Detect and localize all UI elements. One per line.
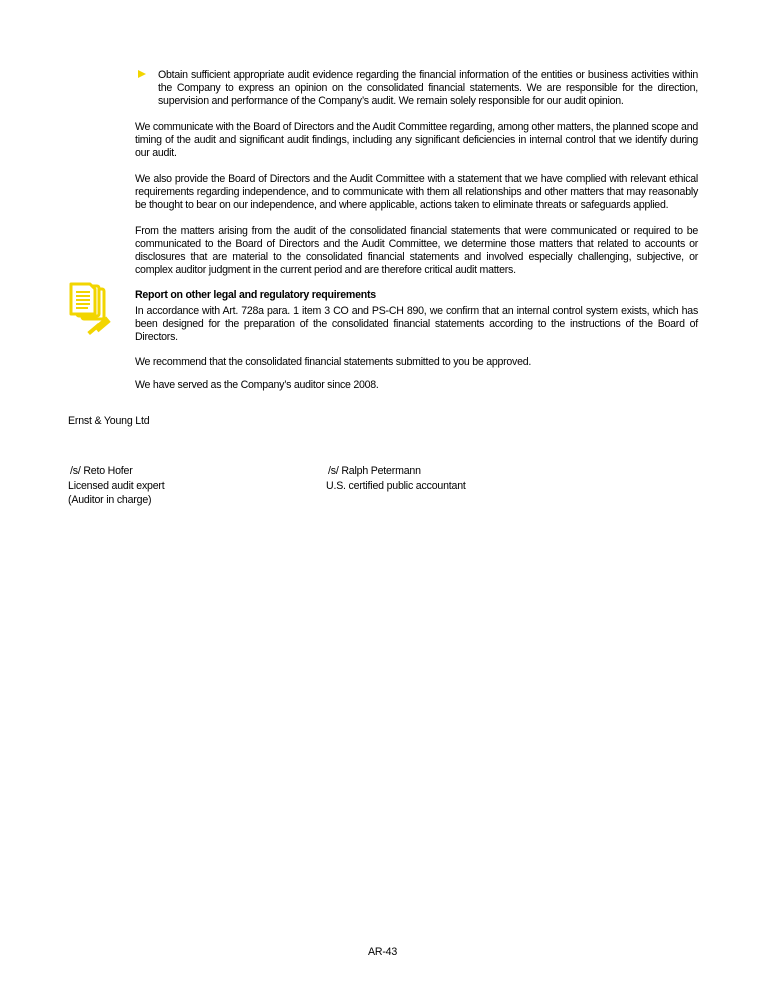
paragraph-communication: We communicate with the Board of Directors and the Audit Committee regarding, among other matters, the planned scope and timing of the audit and significant audit findings, including any significant deficiencies in internal control that we identify during our audit. (135, 121, 698, 159)
bullet-triangle-icon (138, 70, 146, 78)
section-heading: Report on other legal and regulatory requirements (135, 289, 376, 301)
documents-gavel-icon (68, 281, 114, 346)
paragraph-internal-control: In accordance with Art. 728a para. 1 item 3 CO and PS-CH 890, we confirm that an internal control system exists, which has been designed for the preparation of the consolidated financial statements according to the instructions of the Board of Directors. (135, 305, 698, 343)
signature-1: /s/ Reto Hofer (70, 465, 133, 477)
bullet-text: Obtain sufficient appropriate audit evidence regarding the financial information of the entities or business activities within the Company to express an opinion on the consolidated financial statements. We are responsible for the direction, supervision and performance of the Company’s audit. We remain solely responsible for our audit opinion. (158, 69, 698, 107)
signature-2: /s/ Ralph Petermann (328, 465, 421, 477)
signatory-1-note: (Auditor in charge) (68, 494, 152, 506)
firm-name: Ernst & Young Ltd (68, 415, 150, 427)
page-number: AR-43 (368, 946, 398, 958)
signatory-2-title: U.S. certified public accountant (326, 480, 466, 492)
paragraph-independence: We also provide the Board of Directors and the Audit Committee with a statement that we have complied with relevant ethical requirements regarding independence, and to communicate with them all relationships and other matters that may reasonably be thought to bear on our independence, and where applicable, actions taken to eliminate threats or safeguards applied. (135, 173, 698, 211)
paragraph-auditor-since: We have served as the Company’s auditor since 2008. (135, 379, 379, 391)
paragraph-critical-matters: From the matters arising from the audit of the consolidated financial statements that were communicated or required to be communicated to the Board of Directors and the Audit Committee, we determine those matters that related to accounts or disclosures that are material to the consolidated financial statements and involved especially challenging, subjective, or complex auditor judgment in the current period and are therefore critical audit matters. (135, 225, 698, 276)
paragraph-recommendation: We recommend that the consolidated financial statements submitted to you be approved. (135, 356, 532, 368)
signatory-1-title: Licensed audit expert (68, 480, 165, 492)
